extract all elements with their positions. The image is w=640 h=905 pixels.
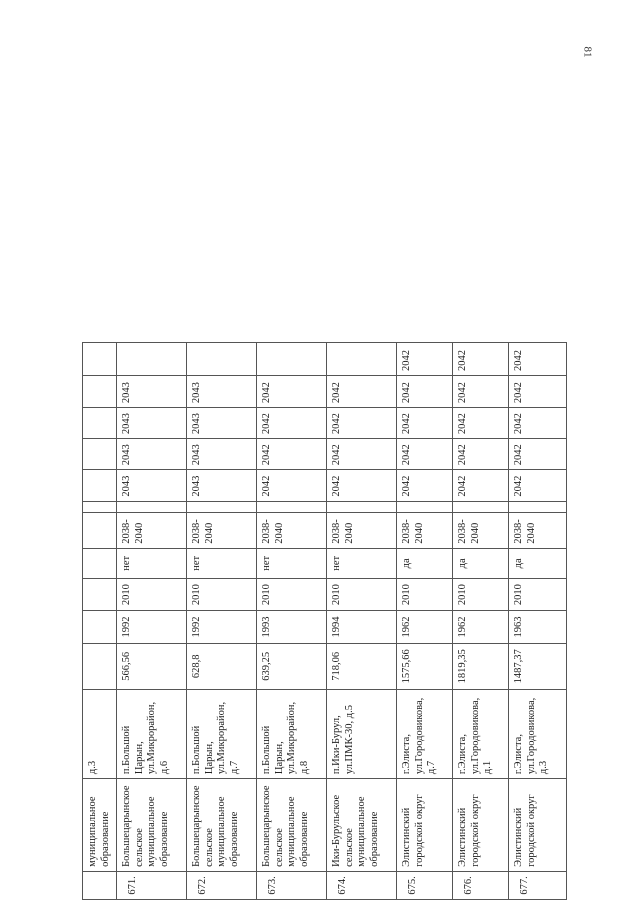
cell-c4: 2042: [453, 408, 509, 439]
cell-c1: [453, 501, 509, 513]
cell-address: п.Большой Царын, ул.Микрорайон, д.7: [187, 690, 257, 779]
cell-period: 2038-2040: [327, 513, 397, 549]
cell-flag: нет: [187, 548, 257, 578]
table-row: [117, 343, 187, 900]
cell-address: п.Ики-Бурул, ул.ПМК-30, д.5: [327, 690, 397, 779]
cell-c1: [509, 501, 567, 513]
cell-no: 674.: [327, 871, 397, 899]
table-row: [187, 343, 257, 900]
cell-year-built: 1963: [509, 611, 567, 643]
cell-c2: 2043: [187, 470, 257, 501]
cell-no: 671.: [117, 871, 187, 899]
cell-year-overhaul: [83, 578, 117, 610]
cell-c5: 2042: [509, 375, 567, 407]
cell-year-overhaul: 2010: [117, 578, 187, 610]
cell-address: п.Большой Царын, ул.Микрорайон, д.6: [117, 690, 187, 779]
cell-period: 2038-2040: [509, 513, 567, 549]
cell-c6: [83, 343, 117, 376]
table-row: [257, 343, 327, 900]
cell-area: 718,06: [327, 643, 397, 689]
cell-period: 2038-2040: [117, 513, 187, 549]
cell-c6: 2042: [509, 343, 567, 376]
cell-municipality: Большецарынское сельское муниципальное образование: [187, 779, 257, 872]
table-row: [397, 343, 453, 900]
cell-year-built: 1992: [117, 611, 187, 643]
table-row: [327, 343, 397, 900]
cell-c3: 2042: [327, 439, 397, 470]
cell-c3: 2042: [453, 439, 509, 470]
cell-period: 2038-2040: [187, 513, 257, 549]
cell-year-overhaul: 2010: [187, 578, 257, 610]
cell-c6: [187, 343, 257, 376]
cell-no: 673.: [257, 871, 327, 899]
cell-year-built: 1994: [327, 611, 397, 643]
cell-c1: [187, 501, 257, 513]
cell-year-built: 1962: [397, 611, 453, 643]
cell-c2: [83, 470, 117, 501]
cell-year-overhaul: 2010: [327, 578, 397, 610]
cell-c3: 2042: [397, 439, 453, 470]
cell-period: [83, 513, 117, 549]
cell-address: г.Элиста, ул.Городовикова, д.1: [453, 690, 509, 779]
cell-year-overhaul: 2010: [509, 578, 567, 610]
cell-area: 1487,37: [509, 643, 567, 689]
cell-c1: [327, 501, 397, 513]
cell-period: 2038-2040: [453, 513, 509, 549]
cell-year-built: 1992: [187, 611, 257, 643]
cell-c6: 2042: [397, 343, 453, 376]
cell-c5: [83, 375, 117, 407]
cell-no: 672.: [187, 871, 257, 899]
cell-c2: 2042: [453, 470, 509, 501]
cell-address: г.Элиста, ул.Городовикова, д.3: [509, 690, 567, 779]
cell-c4: [83, 408, 117, 439]
cell-c3: [83, 439, 117, 470]
cell-c2: 2042: [509, 470, 567, 501]
cell-year-built: 1993: [257, 611, 327, 643]
cell-c3: 2043: [187, 439, 257, 470]
cell-municipality: Элистинский городской округ: [397, 779, 453, 872]
cell-c6: [327, 343, 397, 376]
cell-flag: нет: [327, 548, 397, 578]
cell-year-overhaul: 2010: [453, 578, 509, 610]
cell-year-overhaul: 2010: [257, 578, 327, 610]
cell-period: 2038-2040: [397, 513, 453, 549]
cell-c2: 2042: [397, 470, 453, 501]
cell-flag: нет: [257, 548, 327, 578]
page-number: 81: [581, 46, 594, 58]
cell-year-built: [83, 611, 117, 643]
cell-area: 639,25: [257, 643, 327, 689]
cell-c6: [257, 343, 327, 376]
cell-c5: 2042: [397, 375, 453, 407]
cell-year-overhaul: 2010: [397, 578, 453, 610]
cell-address: п.Большой Царын, ул.Микрорайон, д.8: [257, 690, 327, 779]
cell-area: 566,56: [117, 643, 187, 689]
cell-municipality: Большецарынское сельское муниципальное образование: [257, 779, 327, 872]
cell-c4: 2042: [257, 408, 327, 439]
cell-c6: [117, 343, 187, 376]
cell-c2: 2043: [117, 470, 187, 501]
cell-no: [83, 871, 117, 899]
cell-year-built: 1962: [453, 611, 509, 643]
cell-c4: 2043: [117, 408, 187, 439]
cell-area: 628,8: [187, 643, 257, 689]
cell-no: 675.: [397, 871, 453, 899]
cell-no: 676.: [453, 871, 509, 899]
cell-c3: 2043: [117, 439, 187, 470]
cell-municipality: Большецарынское сельское муниципальное образование: [117, 779, 187, 872]
cell-c2: 2042: [257, 470, 327, 501]
cell-c2: 2042: [327, 470, 397, 501]
cell-c5: 2042: [327, 375, 397, 407]
cell-flag: да: [397, 548, 453, 578]
cell-c4: 2042: [397, 408, 453, 439]
cell-c5: 2042: [453, 375, 509, 407]
cell-municipality: Элистинский городской округ: [509, 779, 567, 872]
cell-flag: [83, 548, 117, 578]
cell-c1: [257, 501, 327, 513]
cell-municipality: Элистинский городской округ: [453, 779, 509, 872]
cell-address: г.Элиста, ул.Городовикова, д.7: [397, 690, 453, 779]
cell-flag: нет: [117, 548, 187, 578]
cell-c5: 2043: [187, 375, 257, 407]
cell-c1: [117, 501, 187, 513]
cell-c4: 2043: [187, 408, 257, 439]
cell-c5: 2043: [117, 375, 187, 407]
cell-c6: 2042: [453, 343, 509, 376]
cell-no: 677.: [509, 871, 567, 899]
cell-c3: 2042: [509, 439, 567, 470]
cell-municipality: муниципальное образование: [83, 779, 117, 872]
cell-area: 1575,66: [397, 643, 453, 689]
cell-municipality: Ики-Бурульское сельское муниципальное образование: [327, 779, 397, 872]
cell-c4: 2042: [327, 408, 397, 439]
table-row: [509, 343, 567, 900]
table-row-continuation: [83, 343, 117, 900]
cell-c3: 2042: [257, 439, 327, 470]
cell-period: 2038-2040: [257, 513, 327, 549]
cell-c4: 2042: [509, 408, 567, 439]
cell-area: [83, 643, 117, 689]
rotated-table-wrapper: [82, 342, 567, 900]
cell-flag: да: [509, 548, 567, 578]
cell-c1: [397, 501, 453, 513]
cell-area: 1819,35: [453, 643, 509, 689]
cell-address: д.3: [83, 690, 117, 779]
cell-flag: да: [453, 548, 509, 578]
table-row: [453, 343, 509, 900]
cell-c1: [83, 501, 117, 513]
housing-overhaul-table: [82, 342, 567, 900]
cell-c5: 2042: [257, 375, 327, 407]
